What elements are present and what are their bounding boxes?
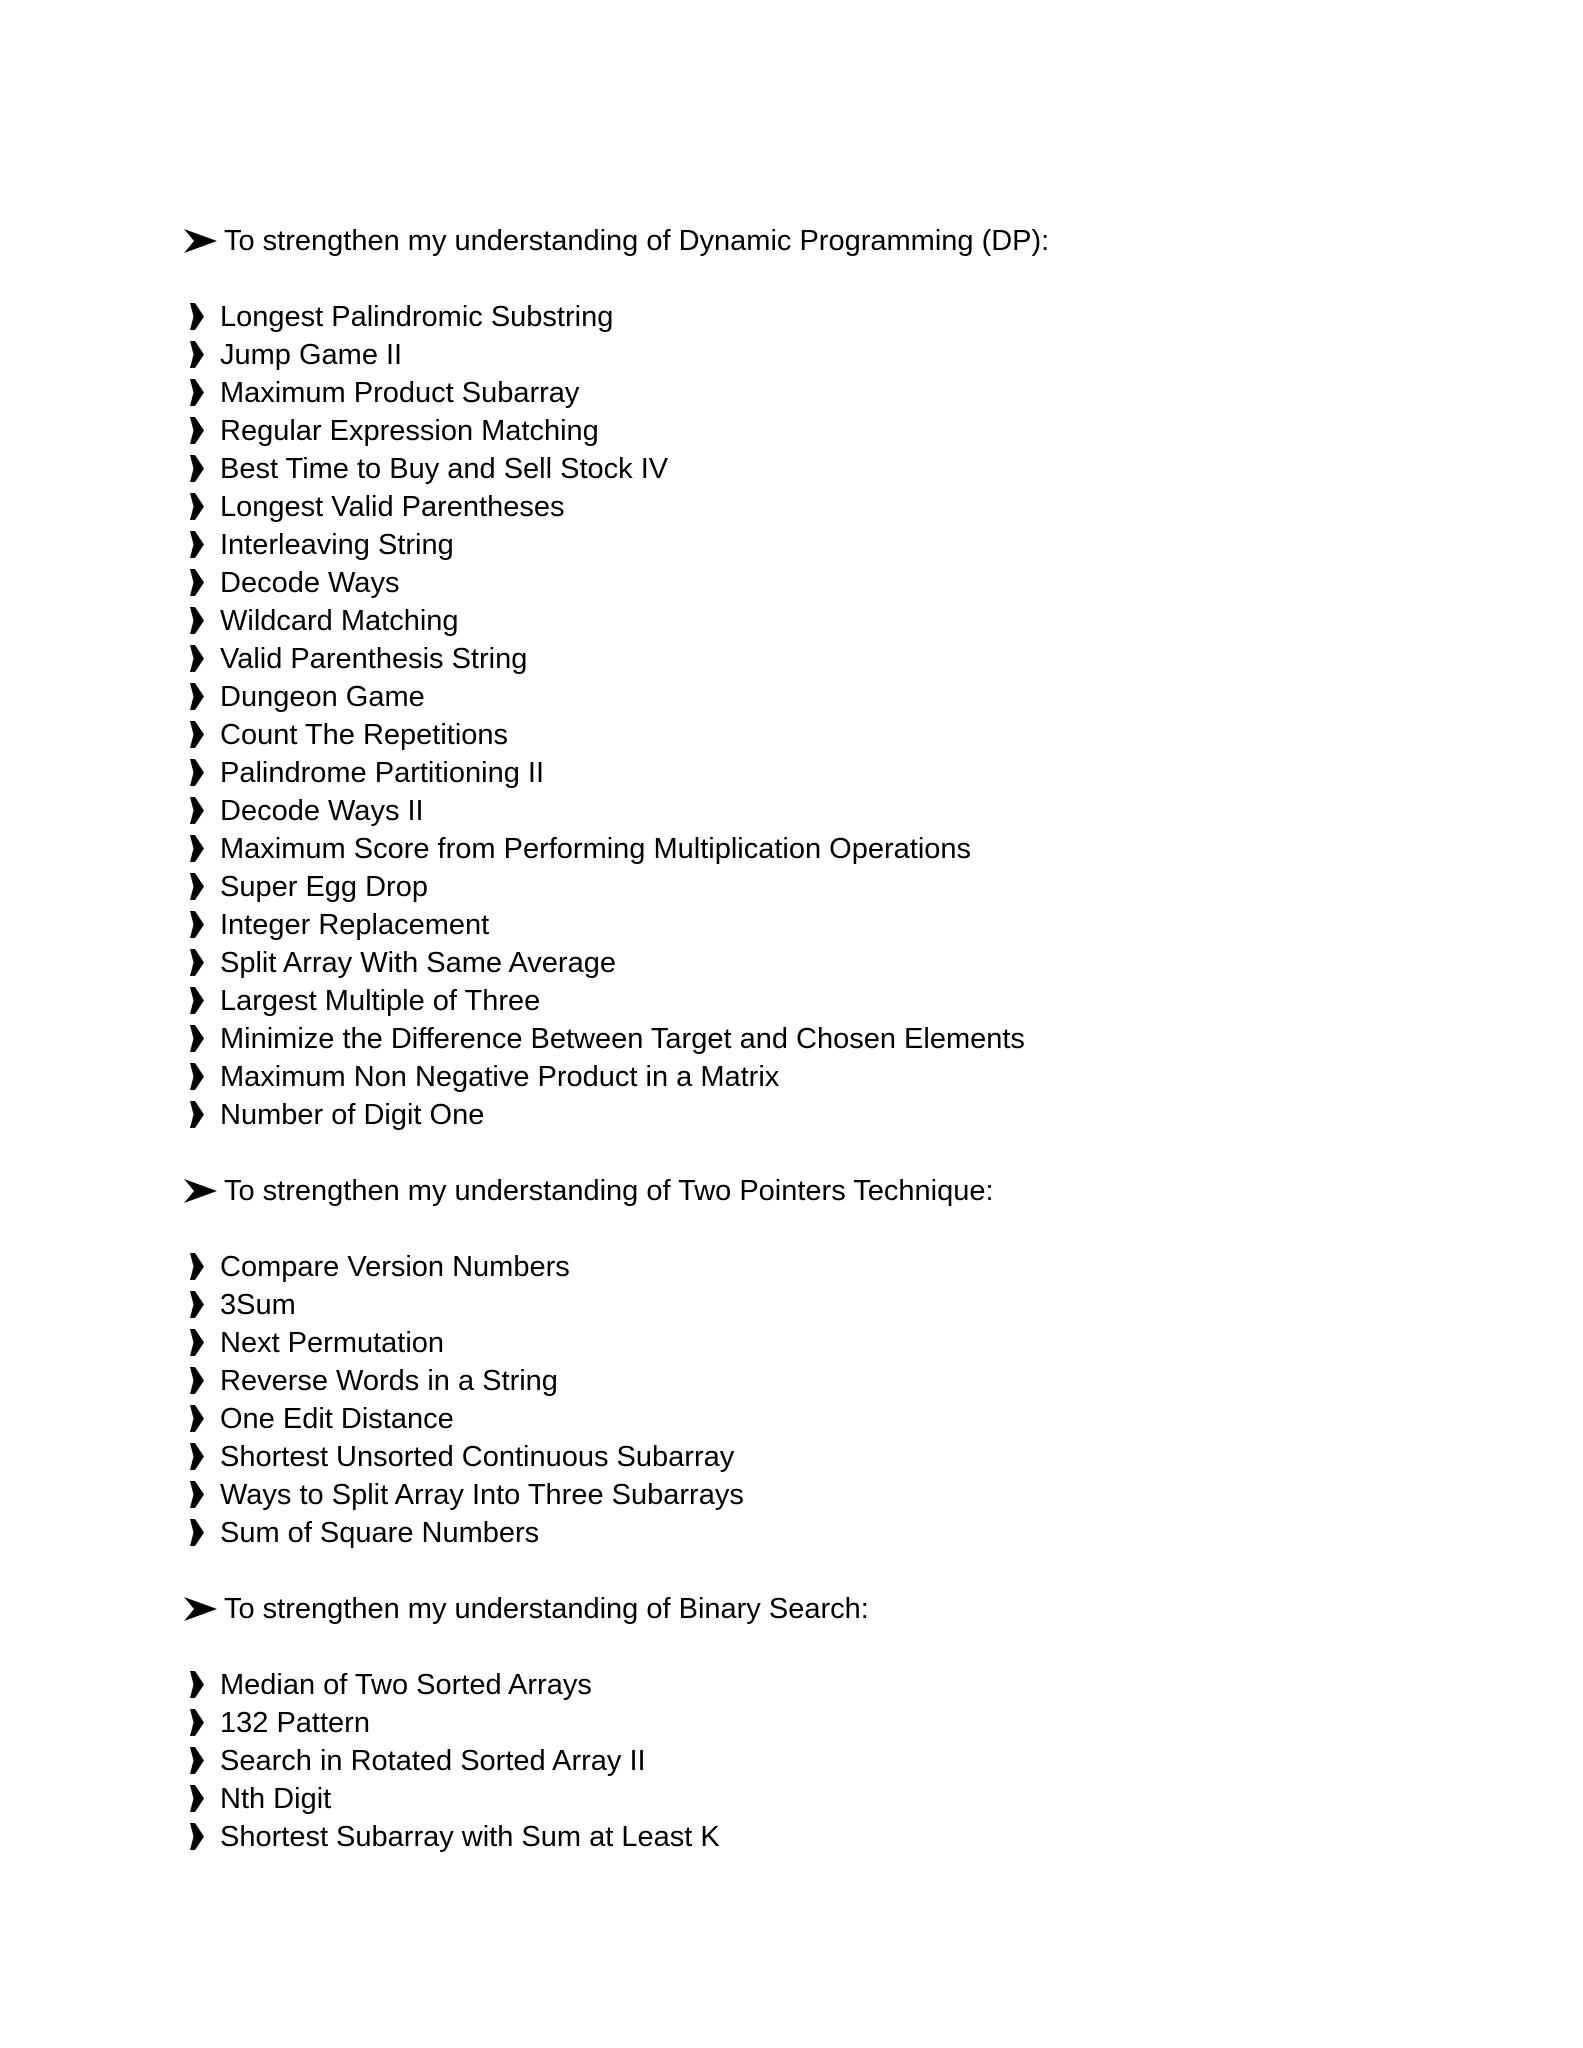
- pennant-bullet-icon: [190, 569, 204, 596]
- list-item-text: Best Time to Buy and Sell Stock IV: [220, 453, 669, 485]
- section-items: [184, 1248, 1543, 1552]
- list-item: [184, 944, 1543, 982]
- pennant-bullet-icon: [190, 417, 204, 444]
- list-item-text: Compare Version Numbers: [220, 1251, 570, 1283]
- pennant-bullet-icon: [190, 1443, 204, 1470]
- arrowhead-bullet-icon: [184, 1597, 217, 1621]
- pennant-bullet-icon: [190, 987, 204, 1014]
- section-items: [184, 298, 1543, 1134]
- list-item-text: Search in Rotated Sorted Array II: [220, 1745, 646, 1777]
- list-item-text: Regular Expression Matching: [220, 415, 599, 447]
- list-item: [184, 792, 1543, 830]
- list-item: [184, 1020, 1543, 1058]
- list-item: [184, 336, 1543, 374]
- list-item: [184, 1666, 1543, 1704]
- pennant-bullet-icon: [190, 873, 204, 900]
- list-item-text: Maximum Non Negative Product in a Matrix: [220, 1061, 780, 1093]
- list-item-text: Decode Ways: [220, 567, 400, 599]
- arrowhead-bullet-icon: [184, 229, 217, 253]
- list-item: [184, 1704, 1543, 1742]
- list-item: [184, 1286, 1543, 1324]
- list-item-text: 132 Pattern: [220, 1707, 370, 1739]
- list-item-text: Number of Digit One: [220, 1099, 485, 1131]
- section-heading: [184, 222, 1543, 260]
- list-item-text: Reverse Words in a String: [220, 1365, 558, 1397]
- list-item-text: Shortest Subarray with Sum at Least K: [220, 1821, 720, 1853]
- list-item-text: Jump Game II: [220, 339, 403, 371]
- pennant-bullet-icon: [190, 911, 204, 938]
- list-item: [184, 412, 1543, 450]
- list-item: [184, 1248, 1543, 1286]
- pennant-bullet-icon: [190, 1671, 204, 1698]
- section-heading: [184, 1172, 1543, 1210]
- pennant-bullet-icon: [190, 379, 204, 406]
- pennant-bullet-icon: [190, 1063, 204, 1090]
- pennant-bullet-icon: [190, 607, 204, 634]
- list-item-text: Maximum Score from Performing Multiplication Operations: [220, 833, 972, 865]
- list-item: [184, 1742, 1543, 1780]
- list-item: [184, 1780, 1543, 1818]
- pennant-bullet-icon: [190, 1291, 204, 1318]
- list-item: [184, 1438, 1543, 1476]
- section-heading: [184, 1590, 1543, 1628]
- list-item-text: Longest Valid Parentheses: [220, 491, 565, 523]
- list-item: [184, 1400, 1543, 1438]
- pennant-bullet-icon: [190, 1481, 204, 1508]
- pennant-bullet-icon: [190, 1709, 204, 1736]
- list-item: [184, 1096, 1543, 1134]
- list-item: [184, 450, 1543, 488]
- list-item-text: Valid Parenthesis String: [220, 643, 528, 675]
- list-item: [184, 1324, 1543, 1362]
- list-item: [184, 1514, 1543, 1552]
- section-items: [184, 1666, 1543, 1856]
- arrowhead-bullet-icon: [184, 1179, 217, 1203]
- pennant-bullet-icon: [190, 1101, 204, 1128]
- list-item-text: Next Permutation: [220, 1327, 445, 1359]
- list-item: [184, 526, 1543, 564]
- list-item: [184, 868, 1543, 906]
- list-item-text: Maximum Product Subarray: [220, 377, 580, 409]
- pennant-bullet-icon: [190, 1823, 204, 1850]
- pennant-bullet-icon: [190, 1367, 204, 1394]
- list-item-text: Minimize the Difference Between Target and Chosen Elements: [220, 1023, 1025, 1055]
- list-item-text: Longest Palindromic Substring: [220, 301, 614, 333]
- pennant-bullet-icon: [190, 493, 204, 520]
- pennant-bullet-icon: [190, 455, 204, 482]
- list-item-text: Decode Ways II: [220, 795, 424, 827]
- list-item: [184, 488, 1543, 526]
- pennant-bullet-icon: [190, 1329, 204, 1356]
- pennant-bullet-icon: [190, 1747, 204, 1774]
- list-item: [184, 830, 1543, 868]
- list-item: [184, 1818, 1543, 1856]
- list-item: [184, 678, 1543, 716]
- pennant-bullet-icon: [190, 531, 204, 558]
- list-item-text: One Edit Distance: [220, 1403, 454, 1435]
- pennant-bullet-icon: [190, 1405, 204, 1432]
- list-item: [184, 716, 1543, 754]
- list-item: [184, 1362, 1543, 1400]
- pennant-bullet-icon: [190, 759, 204, 786]
- list-item: [184, 298, 1543, 336]
- list-item-text: Super Egg Drop: [220, 871, 428, 903]
- pennant-bullet-icon: [190, 721, 204, 748]
- pennant-bullet-icon: [190, 341, 204, 368]
- list-item-text: Split Array With Same Average: [220, 947, 616, 979]
- list-item-text: Shortest Unsorted Continuous Subarray: [220, 1441, 735, 1473]
- list-item-text: Median of Two Sorted Arrays: [220, 1669, 592, 1701]
- section-heading-text: To strengthen my understanding of Two Pointers Technique:: [224, 1175, 994, 1207]
- list-item-text: Palindrome Partitioning II: [220, 757, 544, 789]
- list-item-text: Sum of Square Numbers: [220, 1517, 540, 1549]
- list-item-text: Largest Multiple of Three: [220, 985, 541, 1017]
- list-item-text: Interleaving String: [220, 529, 454, 561]
- list-item-text: Ways to Split Array Into Three Subarrays: [220, 1479, 744, 1511]
- pennant-bullet-icon: [190, 645, 204, 672]
- list-item: [184, 602, 1543, 640]
- list-item-text: 3Sum: [220, 1289, 296, 1321]
- pennant-bullet-icon: [190, 1785, 204, 1812]
- list-item: [184, 906, 1543, 944]
- list-item: [184, 754, 1543, 792]
- list-item-text: Integer Replacement: [220, 909, 490, 941]
- pennant-bullet-icon: [190, 683, 204, 710]
- list-item: [184, 1476, 1543, 1514]
- pennant-bullet-icon: [190, 1253, 204, 1280]
- section-heading-text: To strengthen my understanding of Dynamic Programming (DP):: [224, 225, 1050, 257]
- pennant-bullet-icon: [190, 835, 204, 862]
- pennant-bullet-icon: [190, 303, 204, 330]
- list-item: [184, 374, 1543, 412]
- document-content: [184, 222, 1543, 1894]
- list-item-text: Dungeon Game: [220, 681, 425, 713]
- list-item: [184, 1058, 1543, 1096]
- list-item-text: Wildcard Matching: [220, 605, 459, 637]
- pennant-bullet-icon: [190, 949, 204, 976]
- pennant-bullet-icon: [190, 797, 204, 824]
- pennant-bullet-icon: [190, 1519, 204, 1546]
- list-item: [184, 640, 1543, 678]
- list-item: [184, 564, 1543, 602]
- section-heading-text: To strengthen my understanding of Binary Search:: [224, 1593, 869, 1625]
- pennant-bullet-icon: [190, 1025, 204, 1052]
- list-item-text: Count The Repetitions: [220, 719, 509, 751]
- list-item: [184, 982, 1543, 1020]
- list-item-text: Nth Digit: [220, 1783, 332, 1815]
